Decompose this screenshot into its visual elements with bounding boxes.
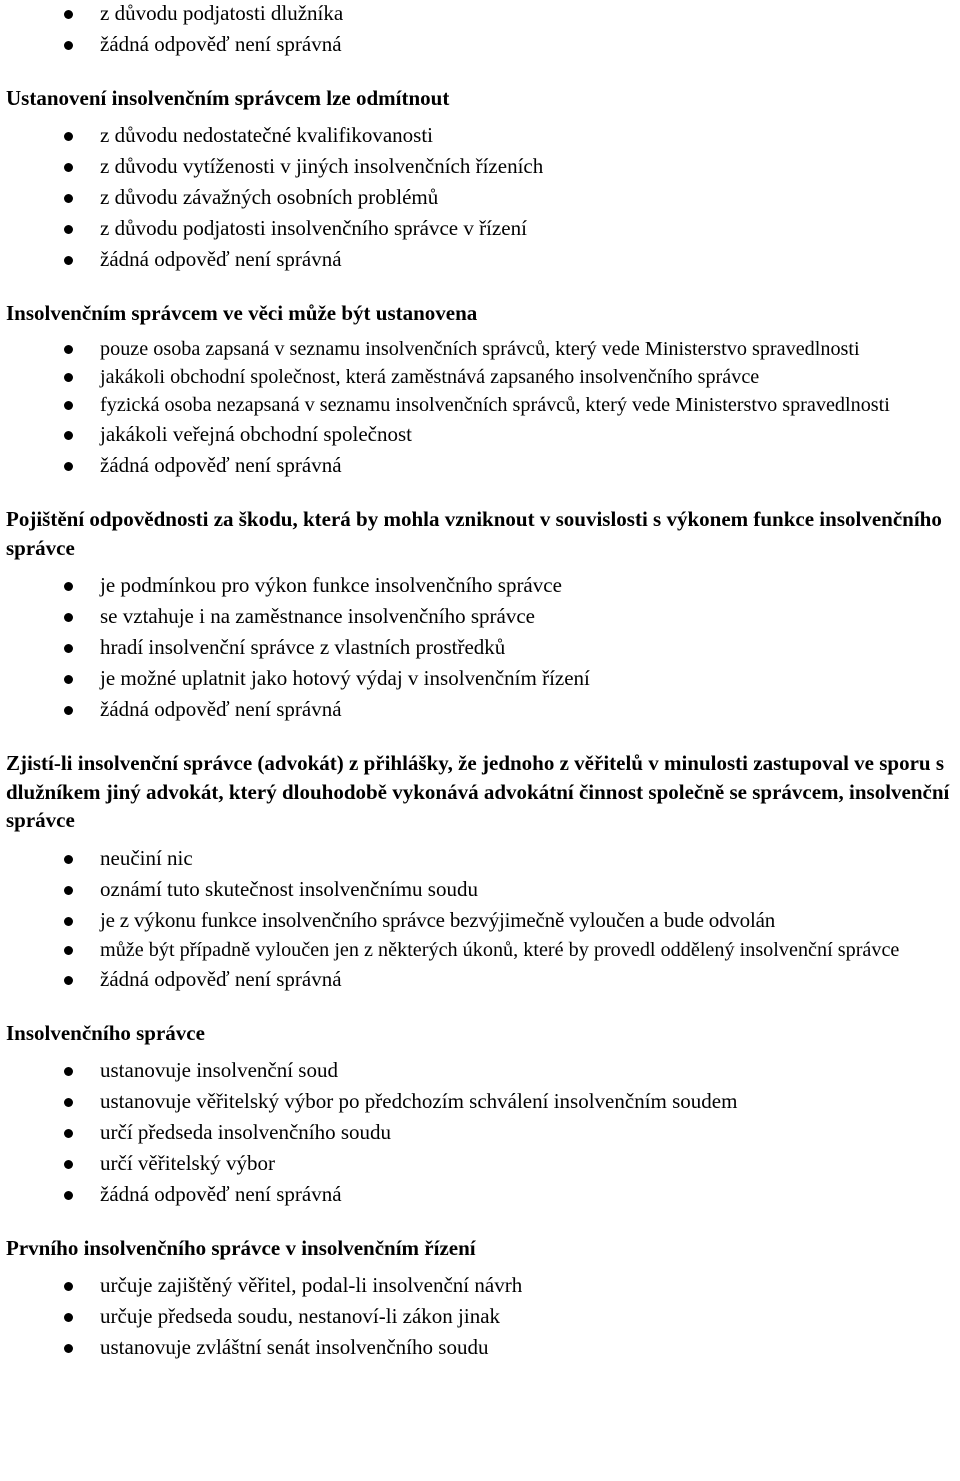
bullet-icon <box>64 613 73 622</box>
bullet-icon <box>64 345 73 354</box>
option-item: žádná odpověď není správná <box>6 244 954 275</box>
question-title: Insolvenčním správcem ve věci může být ustanovena <box>6 301 478 325</box>
option-item: fyzická osoba nezapsaná v seznamu insolvenčních správců, který vede Ministerstvo spravedlnosti <box>6 391 954 419</box>
options-list <box>6 1270 954 1363</box>
bullet-icon <box>64 917 73 926</box>
bullet-icon <box>64 10 73 19</box>
question-title: Ustanovení insolvenčním správcem lze odmítnout <box>6 86 450 110</box>
option-item: žádná odpověď není správná <box>6 964 954 995</box>
question-title: Prvního insolvenčního správce v insolvenčním řízení <box>6 1235 476 1260</box>
options-list <box>6 335 954 481</box>
options-list <box>6 570 954 725</box>
option-item: určí věřitelský výbor <box>6 1148 954 1179</box>
bullet-icon <box>64 1098 73 1107</box>
options-list <box>6 1055 954 1210</box>
bullet-icon <box>64 1282 73 1291</box>
option-item: z důvodu podjatosti dlužníka <box>6 0 954 29</box>
bullet-icon <box>64 886 73 895</box>
bullet-icon <box>64 1191 73 1200</box>
question-title: Insolvenčního správce <box>6 1020 205 1045</box>
option-item: se vztahuje i na zaměstnance insolvenčního správce <box>6 601 954 632</box>
option-item: žádná odpověď není správná <box>6 1179 954 1210</box>
bullet-icon <box>64 194 73 203</box>
option-item: z důvodu vytíženosti v jiných insolvenčních řízeních <box>6 151 954 182</box>
bullet-icon <box>64 1129 73 1138</box>
option-item: jakákoli veřejná obchodní společnost <box>6 419 954 450</box>
option-item: je možné uplatnit jako hotový výdaj v insolvenčním řízení <box>6 663 954 694</box>
option-item: jakákoli obchodní společnost, která zaměstnává zapsaného insolvenčního správce <box>6 363 954 391</box>
option-item: je z výkonu funkce insolvenčního správce bezvýjimečně vyloučen a bude odvolán <box>6 905 954 936</box>
bullet-icon <box>64 401 73 410</box>
option-item: určí předseda insolvenčního soudu <box>6 1117 954 1148</box>
bullet-icon <box>64 1313 73 1322</box>
bullet-icon <box>64 644 73 653</box>
option-item: určuje zajištěný věřitel, podal-li insolvenční návrh <box>6 1270 954 1301</box>
bullet-icon <box>64 855 73 864</box>
bullet-icon <box>64 1160 73 1169</box>
option-item: ustanovuje věřitelský výbor po předchozím schválení insolvenčním soudem <box>6 1086 954 1117</box>
option-item: ustanovuje insolvenční soud <box>6 1055 954 1086</box>
bullet-icon <box>64 706 73 715</box>
bullet-icon <box>64 462 73 471</box>
bullet-icon <box>64 1344 73 1353</box>
option-item: neučiní nic <box>6 843 954 874</box>
bullet-icon <box>64 675 73 684</box>
bullet-icon <box>64 373 73 382</box>
bullet-icon <box>64 256 73 265</box>
option-item: ustanovuje zvláštní senát insolvenčního soudu <box>6 1332 954 1363</box>
bullet-icon <box>64 946 73 955</box>
bullet-icon <box>64 582 73 591</box>
option-item: hradí insolvenční správce z vlastních prostředků <box>6 632 954 663</box>
option-item: žádná odpověď není správná <box>6 694 954 725</box>
options-list <box>6 120 954 275</box>
bullet-icon <box>64 1067 73 1076</box>
question-title: Pojištění odpovědnosti za škodu, která by mohla vzniknout v souvislosti s výkonem funkce insolvenčního správce <box>6 507 942 560</box>
option-item: žádná odpověď není správná <box>6 450 954 481</box>
option-item: je podmínkou pro výkon funkce insolvenčního správce <box>6 570 954 601</box>
bullet-icon <box>64 163 73 172</box>
option-item: z důvodu nedostatečné kvalifikovanosti <box>6 120 954 151</box>
option-item: oznámí tuto skutečnost insolvenčnímu soudu <box>6 874 954 905</box>
bullet-icon <box>64 976 73 985</box>
option-item: může být případně vyloučen jen z některých úkonů, které by provedl oddělený insolvenční správce <box>6 936 954 964</box>
option-item: pouze osoba zapsaná v seznamu insolvenčních správců, který vede Ministerstvo spravedlnosti <box>6 335 954 363</box>
bullet-icon <box>64 225 73 234</box>
option-item: z důvodu podjatosti insolvenčního správce v řízení <box>6 213 954 244</box>
options-list <box>6 843 954 995</box>
question-title: Zjistí-li insolvenční správce (advokát) z přihlášky, že jednoho z věřitelů v minulosti zastupoval ve sporu s dlužníkem jiný advokát, který dlouhodobě vykonává advokátní činnost společně se správcem, insolvenční správce <box>6 751 950 832</box>
option-item: žádná odpověď není správná <box>6 29 954 60</box>
option-item: z důvodu závažných osobních problémů <box>6 182 954 213</box>
bullet-icon <box>64 132 73 141</box>
bullet-icon <box>64 41 73 50</box>
top-options-list <box>6 0 954 60</box>
bullet-icon <box>64 431 73 440</box>
option-item: určuje předseda soudu, nestanoví-li zákon jinak <box>6 1301 954 1332</box>
